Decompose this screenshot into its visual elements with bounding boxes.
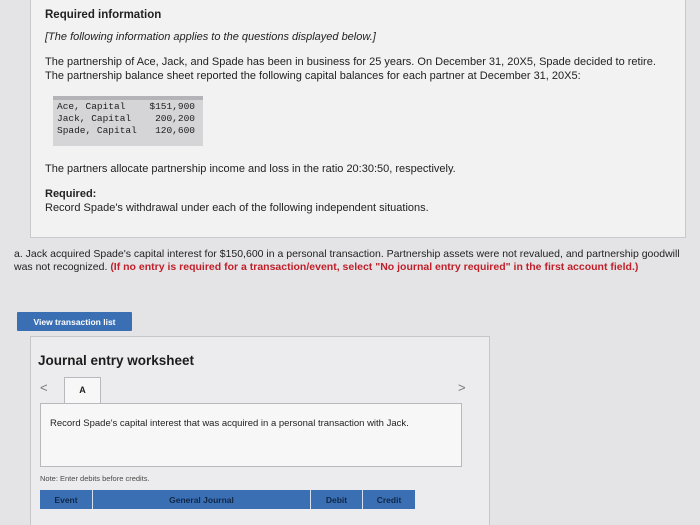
column-header-event: Event — [40, 490, 93, 509]
journal-entry-worksheet — [30, 336, 490, 525]
info-subtitle: [The following information applies to the questions displayed below.] — [45, 31, 376, 43]
capital-balances-table — [53, 96, 203, 146]
info-paragraph: The partnership of Ace, Jack, and Spade has been in business for 25 years. On December 31, 20X5, Spade decided to retire. The partnership balance sheet reported the following capital balances for each partner at December 31, 20X5: — [45, 56, 656, 82]
column-header-general-journal: General Journal — [93, 490, 311, 509]
worksheet-title: Journal entry worksheet — [38, 353, 195, 368]
required-text: Record Spade's withdrawal under each of the following independent situations. — [45, 202, 429, 214]
journal-table-header — [40, 490, 415, 509]
capital-row — [53, 125, 203, 136]
capital-value: 120,600 — [155, 125, 195, 136]
ratio-text: The partners allocate partnership income and loss in the ratio 20:30:50, respectively. — [45, 163, 456, 175]
part-a-instruction: (If no entry is required for a transaction/event, select "No journal entry required" in the first account field.) — [110, 261, 639, 273]
tab-a[interactable]: A — [64, 377, 101, 404]
capital-value: $151,900 — [149, 101, 195, 112]
view-transaction-list-button[interactable]: View transaction list — [17, 312, 132, 331]
capital-row — [53, 113, 203, 124]
capital-label: Ace, Capital — [57, 101, 126, 112]
worksheet-instruction: Record Spade's capital interest that was acquired in a personal transaction with Jack. — [50, 418, 409, 429]
info-title: Required information — [45, 9, 162, 21]
column-header-credit: Credit — [376, 494, 402, 505]
capital-row — [53, 101, 203, 112]
chevron-right-icon[interactable]: > — [458, 380, 466, 395]
worksheet-note: Note: Enter debits before credits. — [40, 474, 150, 483]
required-label: Required: — [45, 188, 97, 200]
capital-label: Jack, Capital — [57, 113, 132, 124]
required-information-panel — [30, 0, 686, 238]
part-a-text: a. Jack acquired Spade's capital interest for $150,600 in a personal transaction. Partnership assets were not revalued, and partnership goodwill was not recognized. — [14, 248, 680, 273]
chevron-left-icon[interactable]: < — [40, 380, 48, 395]
part-a-question — [14, 248, 684, 274]
capital-value: 200,200 — [155, 113, 195, 124]
worksheet-instruction-box — [40, 403, 462, 467]
column-header-debit: Debit — [311, 490, 363, 509]
capital-label: Spade, Capital — [57, 125, 137, 136]
